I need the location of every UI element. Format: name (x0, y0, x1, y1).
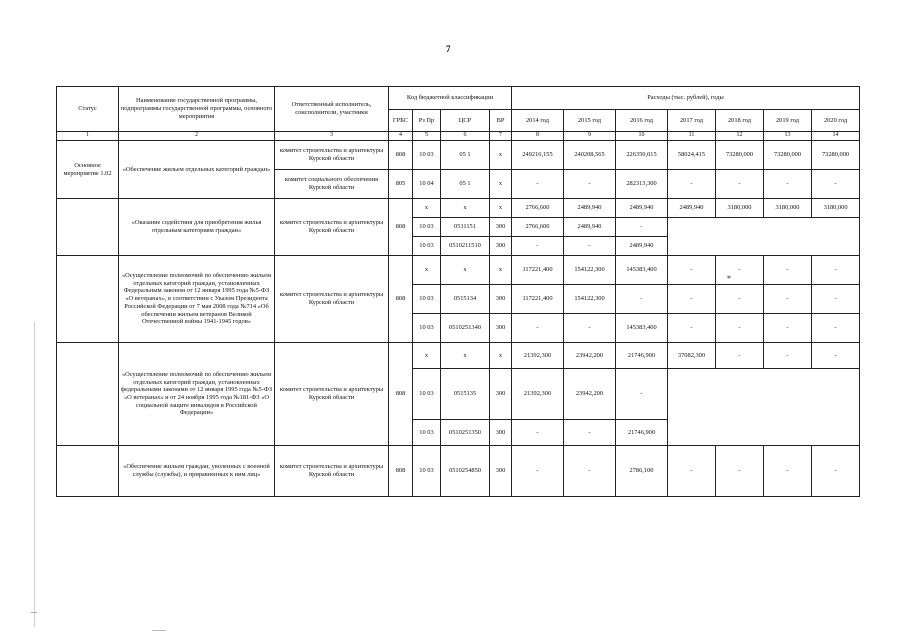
header-year-2020: 2020 год (812, 110, 860, 132)
csr-cell: 05 1 (441, 141, 490, 170)
value-2016: 226350,015 (616, 141, 668, 170)
value-2015: 23942,200 (564, 343, 616, 369)
rzpr-cell: 10 03 (413, 141, 441, 170)
rzpr-cell: 10 03 (413, 314, 441, 343)
measure-name: «Осуществление полномочий по обеспечению жильем отдельных категорий граждан, установленных федеральными законами от 12 января 1995 года №5-ФЗ «О ветеранах» и от 24 ноября 1995 года №181-ФЗ «О социальной защите инвалидов в Российской Федерации» (119, 343, 275, 446)
value-2014: 117221,400 (512, 285, 564, 314)
value-2016: 145383,400 (616, 256, 668, 285)
value-2019: 3180,000 (764, 199, 812, 218)
table-row (57, 199, 860, 218)
vr-cell: 300 (490, 420, 512, 446)
value-2018: 3180,000 (716, 199, 764, 218)
col-number: 10 (616, 132, 668, 141)
vr-cell: 300 (490, 446, 512, 497)
rzpr-cell: x (413, 256, 441, 285)
header-vr: ВР (490, 110, 512, 132)
vr-cell: 300 (490, 285, 512, 314)
csr-cell: 0510254850 (441, 446, 490, 497)
csr-cell: x (441, 199, 490, 218)
value-2015: - (564, 314, 616, 343)
measure-name: «Оказание содействия для приобретения жилья отдельным категориям граждан» (119, 199, 275, 256)
value-2016: 282313,300 (616, 170, 668, 199)
empty-cell (668, 369, 860, 446)
vr-cell: x (490, 343, 512, 369)
value-2015: - (564, 446, 616, 497)
header-year-2015: 2015 год (564, 110, 616, 132)
value-2014: 21392,300 (512, 369, 564, 420)
header-expenses: Расходы (тыс. рублей), годы (512, 87, 860, 110)
header-grbs: ГРБС (389, 110, 413, 132)
col-number: 14 (812, 132, 860, 141)
grbs-cell: 808 (389, 199, 413, 256)
value-2018: - (716, 446, 764, 497)
executor-cell: комитет строительства и архитектуры Курской области (275, 446, 389, 497)
col-number: 6 (441, 132, 490, 141)
rzpr-cell: 10 04 (413, 170, 441, 199)
value-2016: 2489,940 (616, 199, 668, 218)
value-2017: 58024,415 (668, 141, 716, 170)
status-cell-empty (57, 343, 119, 446)
value-2018: 73280,000 (716, 141, 764, 170)
header-year-2017: 2017 год (668, 110, 716, 132)
status-cell-empty (57, 199, 119, 256)
value-2014: 2766,600 (512, 199, 564, 218)
value-2015: 154122,300 (564, 285, 616, 314)
table-row (57, 141, 860, 170)
rzpr-cell: x (413, 343, 441, 369)
rzpr-cell: 10 03 (413, 285, 441, 314)
measure-name: «Обеспечение жильем отдельных категорий граждан» (119, 141, 275, 199)
value-2019: - (764, 256, 812, 285)
csr-cell: 0510211510 (441, 237, 490, 256)
value-2018: - (716, 256, 764, 285)
value-2017: - (668, 285, 716, 314)
grbs-cell: 808 (389, 141, 413, 170)
value-2019: - (764, 314, 812, 343)
rzpr-cell: 10 03 (413, 420, 441, 446)
rzpr-cell: 10 03 (413, 237, 441, 256)
margin-line (34, 322, 35, 627)
value-2015: - (564, 420, 616, 446)
value-2020: 3180,000 (812, 199, 860, 218)
csr-cell: x (441, 256, 490, 285)
value-2016: 2489,940 (616, 237, 668, 256)
value-2014: 21392,300 (512, 343, 564, 369)
value-2016: - (616, 369, 668, 420)
value-2018: - (716, 285, 764, 314)
value-2017: 2489,940 (668, 199, 716, 218)
value-2017: - (668, 170, 716, 199)
csr-cell: 05 1 (441, 170, 490, 199)
value-2016: 21746,900 (616, 420, 668, 446)
csr-cell: 0511151 (441, 218, 490, 237)
header-budget-code: Код бюджетной классификации (389, 87, 512, 110)
col-number: 13 (764, 132, 812, 141)
header-name: Наименование государственной программы, подпрограммы государственной программы, основного мероприятия (119, 87, 275, 132)
table-row (57, 343, 860, 369)
value-2020: - (812, 446, 860, 497)
col-number: 1 (57, 132, 119, 141)
csr-cell: 0515134 (441, 285, 490, 314)
col-number: 2 (119, 132, 275, 141)
csr-cell: 0510251350 (441, 420, 490, 446)
value-2019: - (764, 446, 812, 497)
status-cell-empty (57, 446, 119, 497)
value-2014: 249216,155 (512, 141, 564, 170)
col-number: 3 (275, 132, 389, 141)
header-year-2016: 2016 год (616, 110, 668, 132)
value-2020: - (812, 285, 860, 314)
table-row (57, 446, 860, 497)
value-2020: 73280,000 (812, 141, 860, 170)
header-executor: Ответственный исполнитель, соисполнители, участники (275, 87, 389, 132)
value-2017: - (668, 446, 716, 497)
value-2020: - (812, 343, 860, 369)
vr-cell: x (490, 170, 512, 199)
value-2016: - (616, 218, 668, 237)
csr-cell: x (441, 343, 490, 369)
value-2019: - (764, 170, 812, 199)
executor-cell: комитет строительства и архитектуры Курской области (275, 141, 389, 170)
grbs-cell: 805 (389, 170, 413, 199)
header-year-2018: 2018 год (716, 110, 764, 132)
value-2020: - (812, 170, 860, 199)
value-2015: - (564, 170, 616, 199)
value-2015: 23942,200 (564, 369, 616, 420)
vr-cell: 300 (490, 369, 512, 420)
vr-cell: x (490, 199, 512, 218)
margin-tick (31, 612, 37, 613)
page-number: 7 (446, 44, 451, 54)
value-2015: 154122,300 (564, 256, 616, 285)
rzpr-cell: 10 03 (413, 369, 441, 420)
value-2014: 117221,400 (512, 256, 564, 285)
value-2016: 21746,900 (616, 343, 668, 369)
column-number-row (57, 132, 860, 141)
value-2020: - (812, 314, 860, 343)
col-number: 9 (564, 132, 616, 141)
value-2020: - (812, 256, 860, 285)
empty-cell (668, 218, 860, 256)
col-number: 4 (389, 132, 413, 141)
col-number: 12 (716, 132, 764, 141)
status-cell: Основное мероприятие 1.02 (57, 141, 119, 199)
vr-cell: 300 (490, 218, 512, 237)
value-2014: - (512, 237, 564, 256)
value-2014: - (512, 420, 564, 446)
executor-cell: комитет социального обеспечения Курской области (275, 170, 389, 199)
executor-cell: комитет строительства и архитектуры Курской области (275, 199, 389, 256)
header-status: Статус (57, 87, 119, 132)
value-2019: 73280,000 (764, 141, 812, 170)
header-csr: ЦСР (441, 110, 490, 132)
value-2014: - (512, 170, 564, 199)
value-2015: 240208,565 (564, 141, 616, 170)
value-2016: 145383,400 (616, 314, 668, 343)
value-2015: 2489,940 (564, 199, 616, 218)
value-2018: - (716, 314, 764, 343)
value-2016: - (616, 285, 668, 314)
value-2014: - (512, 314, 564, 343)
measure-name: «Осуществление полномочий по обеспечению жильем отдельных категорий граждан, установленных Федеральным законом от 12 января 1995 года №5-ФЗ «О ветеранах», в соответствии с Указом Президента Российской Федерации от 7 мая 2008 года №714 «Об обеспечении жильем ветеранов Великой Отечественной войны 1941-1945 годов» (119, 256, 275, 343)
col-number: 7 (490, 132, 512, 141)
csr-cell: 0510251340 (441, 314, 490, 343)
header-row (57, 87, 860, 110)
grbs-cell: 808 (389, 446, 413, 497)
rzpr-cell: 10 03 (413, 446, 441, 497)
value-2015: 2489,940 (564, 218, 616, 237)
status-cell-empty (57, 256, 119, 343)
executor-cell: комитет строительства и архитектуры Курской области (275, 256, 389, 343)
vr-cell: x (490, 141, 512, 170)
grbs-cell: 808 (389, 256, 413, 343)
value-2017: - (668, 256, 716, 285)
value-2018: - (716, 343, 764, 369)
budget-expenses-table (56, 86, 860, 497)
value-2017: - (668, 314, 716, 343)
vr-cell: x (490, 256, 512, 285)
footer-mark (152, 630, 166, 631)
asterisk-marker: * (727, 274, 731, 283)
vr-cell: 300 (490, 237, 512, 256)
col-number: 11 (668, 132, 716, 141)
value-2015: - (564, 237, 616, 256)
value-2019: - (764, 285, 812, 314)
executor-cell: комитет строительства и архитектуры Курской области (275, 343, 389, 446)
header-year-2014: 2014 год (512, 110, 564, 132)
vr-cell: 300 (490, 314, 512, 343)
header-year-2019: 2019 год (764, 110, 812, 132)
value-2019: - (764, 343, 812, 369)
value-2016: 2786,100 (616, 446, 668, 497)
value-2014: 2766,600 (512, 218, 564, 237)
table-row (57, 256, 860, 285)
value-2017: 37082,300 (668, 343, 716, 369)
col-number: 5 (413, 132, 441, 141)
grbs-cell: 808 (389, 343, 413, 446)
value-2014: - (512, 446, 564, 497)
measure-name: «Обеспечение жильем граждан, уволенных с военной службы (службы), и приравненных к ним лиц» (119, 446, 275, 497)
value-2018: - (716, 170, 764, 199)
csr-cell: 0515135 (441, 369, 490, 420)
rzpr-cell: x (413, 199, 441, 218)
col-number: 8 (512, 132, 564, 141)
header-rzpr: Рз Пр (413, 110, 441, 132)
rzpr-cell: 10 03 (413, 218, 441, 237)
